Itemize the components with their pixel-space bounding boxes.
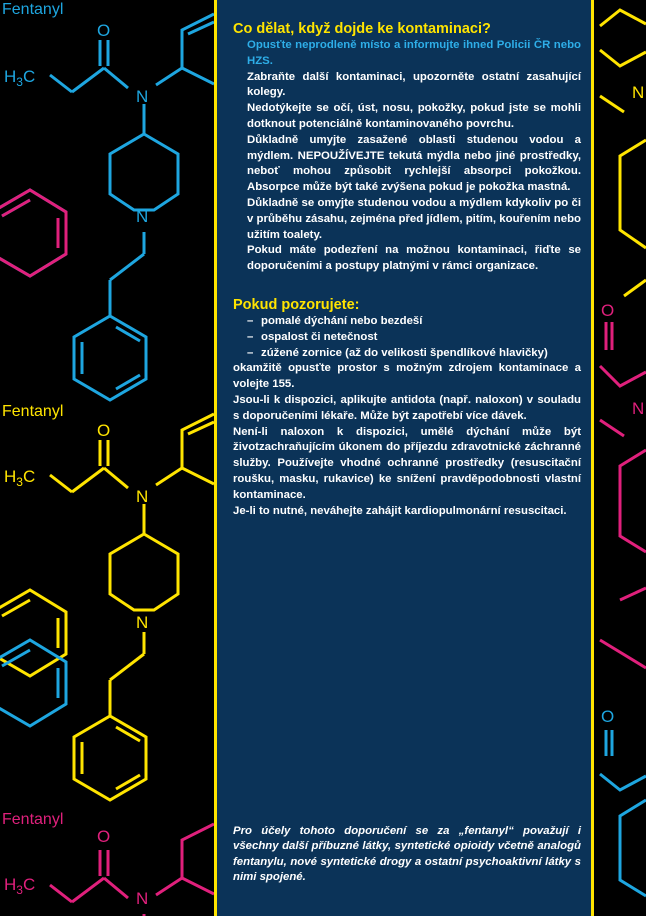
oxygen-atom: O [601,301,615,320]
symptom-item: – zúžené zornice (až do velikosti špendlíkové hlavičky) [247,346,548,359]
panel-content [233,20,581,519]
info-panel [214,0,594,916]
symptoms-paragraph: Je-li to nutné, neváhejte zahájit kardiopulmonární resuscitaci. [233,504,567,517]
molecule-label: Fentanyl [2,403,64,420]
footnote: Pro účely tohoto doporučení se za „fentanyl“ považují i všechny další příbuzné látky, syntetické opioidy včetně analogů fentanylu, nové syntetické drogy a ostatní psychoaktivní látky s nimi spojené. [233,825,581,884]
contamination-paragraph: Nedotýkejte se očí, úst, nosu, pokožky, pokud jste se mohli dotknout potenciálně kontaminovaného povrchu. [247,102,581,130]
contamination-paragraph: Pokud máte podezření na možnou kontaminaci, řiďte se doporučeními a postupy platnými v rámci organizace. [247,244,581,273]
symptom-item: – pomalé dýchání nebo bezdeší [247,314,423,327]
oxygen-atom: O [97,827,111,846]
methyl-group: $H_3C$ [4,875,36,897]
contamination-paragraph: Zabraňte další kontaminaci, upozorněte ostatní zasahující kolegy. [247,70,581,99]
nitrogen-atom: N [632,399,645,418]
methyl-group: $H_3C$ [4,67,36,89]
molecule-label: Fentanyl [2,811,64,828]
symptoms-paragraph: Není-li naloxon k dispozici, umělé dýchání může být životzachraňujícím úkonem do příjezdu zdravotnické záchranné služby. Používejte vhodné ochranné prostředky (resuscitační roušku, masku, rukavice) ke snížení pravděpodobnosti vlastní kontaminace. [233,425,581,501]
nitrogen-atom: N [136,87,149,106]
nitrogen-atom: N [136,613,149,632]
nitrogen-atom: N [136,487,149,506]
symptoms-paragraph: Jsou-li k dispozici, aplikujte antidota (např. naloxon) v souladu s doporučeními lékaře. Může být zapotřebí více dávek. [233,393,581,422]
oxygen-atom: O [97,21,111,40]
symptom-item: – ospalost či netečnost [247,330,378,343]
nitrogen-atom: N [136,889,149,908]
molecule-label: Fentanyl [2,1,64,18]
methyl-group: $H_3C$ [4,467,36,489]
symptoms-paragraph: okamžitě opusťte prostor s možným zdrojem kontaminace a volejte 155. [233,362,581,391]
contamination-heading: Co dělat, když dojde ke kontaminaci? [233,21,491,37]
nitrogen-atom: N [632,83,645,102]
oxygen-atom: O [601,707,615,726]
oxygen-atom: O [97,421,111,440]
contamination-intro: Opusťte neprodleně místo a informujte ihned Policii ČR nebo HZS. [247,39,581,67]
contamination-paragraph: Důkladně umyjte zasažené oblasti studenou vodou a mýdlem. NEPOUŽÍVEJTE tekutá mýdla nebo jiné prostředky, neboť mohou způsobit rychlejší absorpci pokožkou. Absorpce může být také zvýšena pokud je pokožka mastná. [247,133,581,194]
contamination-paragraph: Důkladně se omyjte studenou vodou a mýdlem kdykoliv po či v průběhu zásahu, zejména před jídlem, pitím, kouřením nebo užitím toalety. [247,196,581,241]
symptoms-heading: Pokud pozorujete: [233,296,360,313]
nitrogen-atom: N [136,207,149,226]
